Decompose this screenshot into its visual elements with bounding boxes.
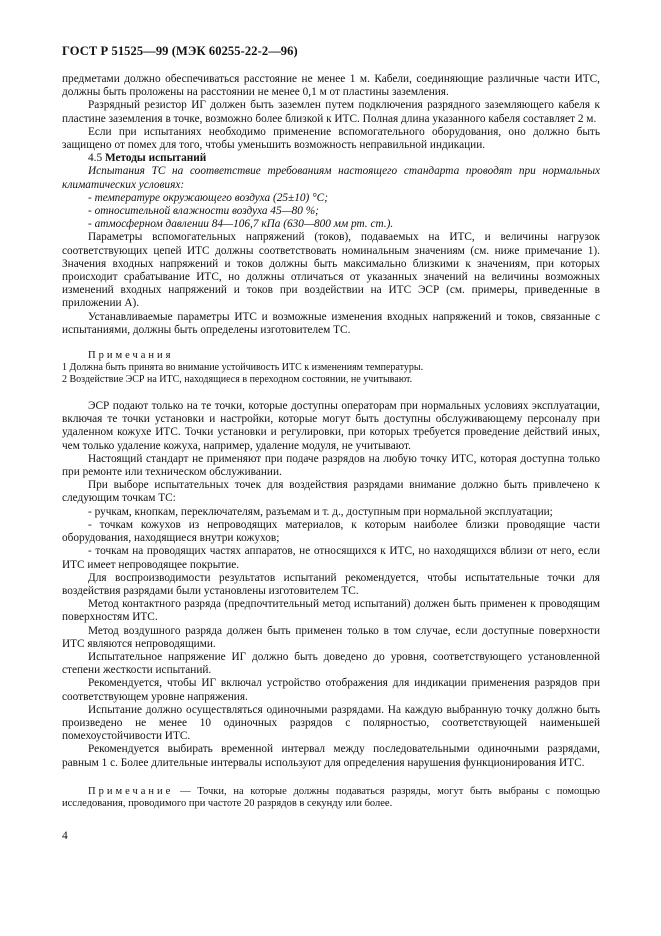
paragraph: Испытательное напряжение ИГ должно быть доведено до уровня, соответствующего установленной степени жесткости испытаний. [62, 650, 600, 677]
paragraph: Испытание должно осуществляться одиночными разрядами. На каждую выбранную точку должно быть произведено не менее 10 одиночных разрядов с полярностью, соответствующей наименьшей помехоустойчивости ИТС. [62, 703, 600, 743]
paragraph: Устанавливаемые параметры ИТС и возможные изменения входных напряжений и токов, связанные с испытаниями, должны быть определены изготовителем ТС. [62, 310, 600, 336]
paragraph: ЭСР подают только на те точки, которые доступны операторам при нормальных условиях эксплуатации, включая те точки установки и настройки, которые могут быть доступны обслуживающему персоналу при удаленном кожухе ИТС. Точки установки и регулировки, при которых требуется проведение действий иных, чем только удаление кожуха, например, удаление модуля, не учитывают. [62, 400, 600, 452]
paragraph: Параметры вспомогательных напряжений (токов), подаваемых на ИТС, и величины нагрузок соответствующих цепей ИТС должны соответствовать номинальным значениям (см. ниже примечание 1). Значения входных напряжений и токов должны быть максимально близкими к значениям, при которых происходит срабатывание ИТС, но должны отличаться от указанных значений на величины возможных изменений входных напряжений и токов при воздействии на ИТС ЭСР (см. примеры, приведенные в приложении А). [62, 231, 600, 310]
final-note-heading: Примечание [88, 785, 174, 797]
paragraph: Метод контактного разряда (предпочтительный метод испытаний) должен быть применен к проводящим поверхностям ИТС. [62, 598, 600, 624]
document-header: ГОСТ Р 51525—99 (МЭК 60255-22-2—96) [62, 44, 298, 58]
list-item: - ручкам, кнопкам, переключателям, разъемам и т. д., доступным при нормальной эксплуатации; [88, 505, 553, 518]
final-note-text: Точки, на которые должны подаваться разряды, могут быть выбраны с помощью исследования, проводимого при частоте 20 разрядов в секунду или более. [62, 785, 600, 810]
condition-item: - температуре окружающего воздуха (25±10) °С; [88, 191, 328, 204]
note-item: 2 Воздействие ЭСР на ИТС, находящиеся в переходном состоянии, не учитывают. [62, 374, 413, 386]
spacer [62, 386, 600, 400]
condition-item: - атмосферном давлении 84—106,7 кПа (630—800 мм рт. ст.). [88, 218, 394, 231]
paragraph: При выборе испытательных точек для воздействия разрядами внимание должно быть привлечено к следующим точкам ТС: [62, 479, 600, 505]
list-item: - точкам кожухов из непроводящих материалов, к которым наиболее близки проводящие части оборудования, находящиеся внутри кожухов; [62, 518, 600, 545]
section-heading [88, 152, 600, 165]
paragraph: Рекомендуется, чтобы ИГ включал устройство отображения для индикации применения разрядов при соответствующем уровне напряжения. [62, 677, 600, 703]
section-title: Методы испытаний [104, 152, 207, 165]
final-note-dash: — [173, 785, 198, 797]
note-item: 1 Должна быть принята во внимание устойчивость ИТС к изменениям температуры. [62, 362, 424, 374]
paragraph: Разрядный резистор ИГ должен быть заземлен путем подключения разрядного заземляющего кабеля к пластине заземления в точке, возможно более близкой к ИТС. Полная длина указанного кабеля составляет 2 м. [62, 99, 600, 125]
list-item: - точкам на проводящих частях аппаратов, не относящихся к ИТС, но находящихся вблизи от него, если ИТС имеет непроводящее покрытие. [62, 545, 600, 571]
paragraph: Метод воздушного разряда должен быть применен только в том случае, если доступные поверхности ИТС являются непроводящими. [62, 624, 600, 650]
condition-item: - относительной влажности воздуха 45—80 %; [88, 205, 319, 218]
final-note [62, 786, 600, 811]
spacer [62, 770, 600, 786]
paragraph: Настоящий стандарт не применяют при подаче разрядов на любую точку ИТС, которая доступна только при ремонте или техническом обслуживании. [62, 452, 600, 479]
italic-intro: Испытания ТС на соответствие требованиям настоящего стандарта проводят при нормальных климатических условиях: [62, 165, 600, 191]
document-page [62, 44, 600, 811]
page-number: 4 [62, 830, 68, 842]
paragraph: Если при испытаниях необходимо применение вспомогательного оборудования, оно должно быть защищено от помех для того, чтобы уменьшить возможность неправильной индикации. [62, 125, 600, 152]
paragraph: Для воспроизводимости результатов испытаний рекомендуется, чтобы испытательные точки для воздействия разрядами были установлены изготовителем ТС. [62, 571, 600, 597]
paragraph-continuation: предметами должно обеспечиваться расстояние не менее 1 м. Кабели, соединяющие различные части ИТС, должны быть проложены на расстоянии не менее 0,1 м от пластины заземления. [62, 73, 600, 99]
section-number: 4.5 [88, 152, 103, 165]
notes-heading: Примечания [88, 350, 174, 362]
paragraph: Рекомендуется выбирать временной интервал между последовательными одиночными разрядами, равным 1 с. Более длительные интервалы используют для определения нарушения функционирования ИТС. [62, 743, 600, 769]
